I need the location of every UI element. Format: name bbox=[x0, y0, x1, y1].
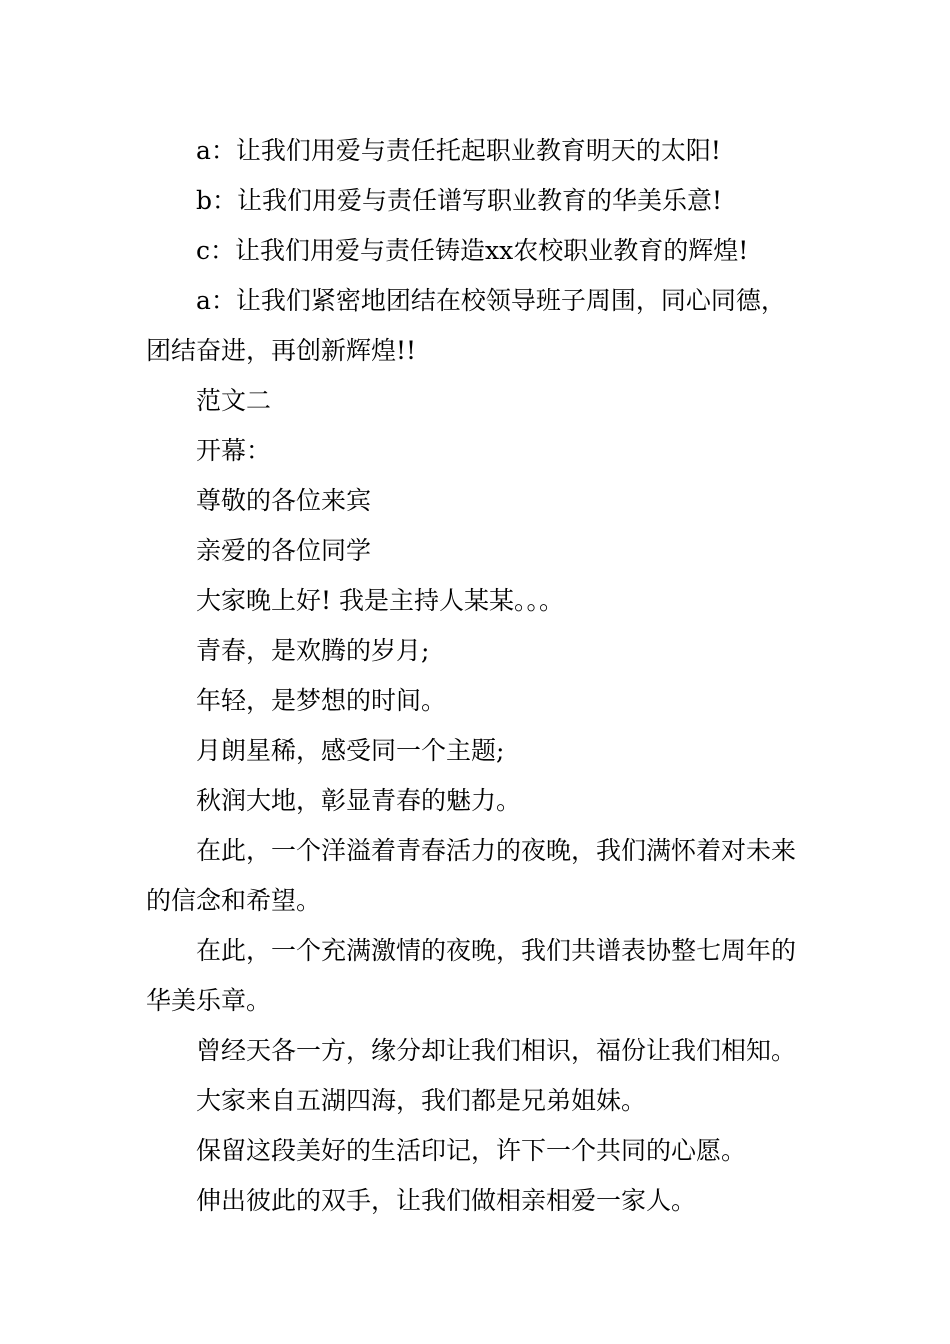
paragraph: a：让我们用爱与责任托起职业教育明天的太阳! bbox=[196, 136, 721, 165]
paragraph: b：让我们用爱与责任谱写职业教育的华美乐意! bbox=[196, 186, 723, 215]
paragraph: 开幕： bbox=[196, 436, 272, 465]
paragraph: 秋润大地，彰显青春的魅力。 bbox=[196, 786, 522, 815]
paragraph: 大家晚上好! 我是主持人某某。。。 bbox=[196, 586, 564, 615]
paragraph: 保留这段美好的生活印记，许下一个共同的心愿。 bbox=[196, 1136, 747, 1165]
document-body bbox=[146, 126, 808, 1226]
paragraph: 在此，一个充满激情的夜晚，我们共谱表协整七周年的华美乐章。 bbox=[146, 936, 797, 1015]
section-heading: 范文二 bbox=[196, 386, 272, 415]
paragraph: 尊敬的各位来宾 bbox=[196, 486, 372, 515]
paragraph: 在此，一个洋溢着青春活力的夜晚，我们满怀着对未来的信念和希望。 bbox=[146, 836, 797, 915]
paragraph: a：让我们紧密地团结在校领导班子周围，同心同德，团结奋进，再创新辉煌!! bbox=[146, 286, 786, 365]
paragraph: 大家来自五湖四海，我们都是兄弟姐妹。 bbox=[196, 1086, 647, 1115]
paragraph: 月朗星稀，感受同一个主题; bbox=[196, 736, 505, 765]
paragraph: 年轻，是梦想的时间。 bbox=[196, 686, 447, 715]
paragraph: 伸出彼此的双手，让我们做相亲相爱一家人。 bbox=[196, 1186, 697, 1215]
paragraph: 曾经天各一方，缘分却让我们相识，福份让我们相知。 bbox=[196, 1036, 797, 1065]
paragraph: 亲爱的各位同学 bbox=[196, 536, 372, 565]
paragraph: 青春，是欢腾的岁月; bbox=[196, 636, 430, 665]
paragraph: c：让我们用爱与责任铸造xx农校职业教育的辉煌! bbox=[196, 236, 749, 265]
